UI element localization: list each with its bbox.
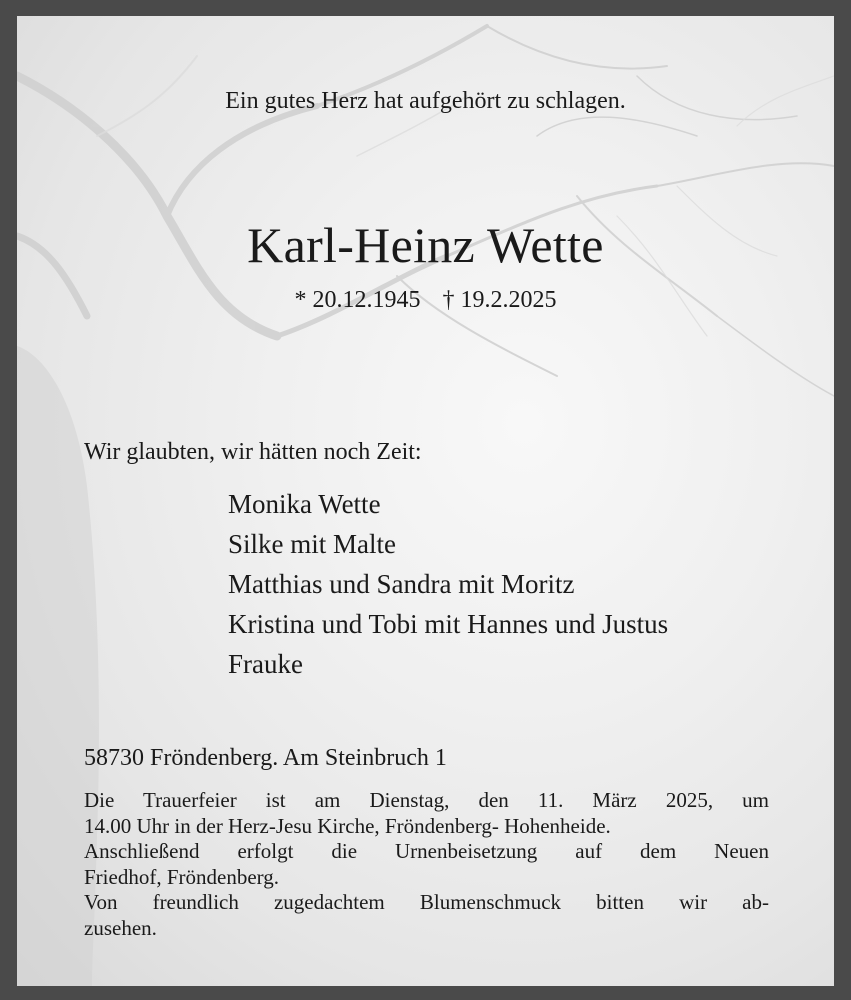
service-line: zusehen.	[84, 915, 157, 940]
mourner-name: Matthias und Sandra mit Moritz	[228, 569, 575, 599]
service-line: Die Trauerfeier ist am Dienstag, den 11. März 2025, um	[84, 788, 769, 812]
service-line: 14.00 Uhr in der Herz-Jesu Kirche, Fröndenberg- Hohenheide.	[84, 813, 611, 838]
deceased-name: Karl-Heinz Wette	[247, 217, 604, 273]
address-text: 58730 Fröndenberg. Am Steinbruch 1	[84, 745, 447, 771]
service-line: Von freundlich zugedachtem Blumenschmuck bitten wir ab-	[84, 890, 769, 915]
mourner-name: Kristina und Tobi mit Hannes und Justus	[228, 609, 669, 639]
birth-date: * 20.12.1945	[294, 287, 421, 313]
mourner-name: Frauke	[228, 649, 303, 679]
life-dates	[17, 287, 834, 314]
motto-text: Ein gutes Herz hat aufgehört zu schlagen.	[225, 88, 626, 114]
mourners-list	[228, 484, 668, 684]
intro-text: Wir glaubten, wir hätten noch Zeit:	[84, 439, 422, 465]
service-info	[84, 788, 769, 942]
service-line: Friedhof, Fröndenberg.	[84, 864, 279, 889]
mourner-name: Monika Wette	[228, 489, 381, 519]
obituary-notice	[17, 16, 834, 986]
mourner-name: Silke mit Malte	[228, 529, 396, 559]
service-line: Anschließend erfolgt die Urnenbeisetzung auf dem Neuen	[84, 839, 769, 864]
death-date: † 19.2.2025	[442, 287, 557, 313]
